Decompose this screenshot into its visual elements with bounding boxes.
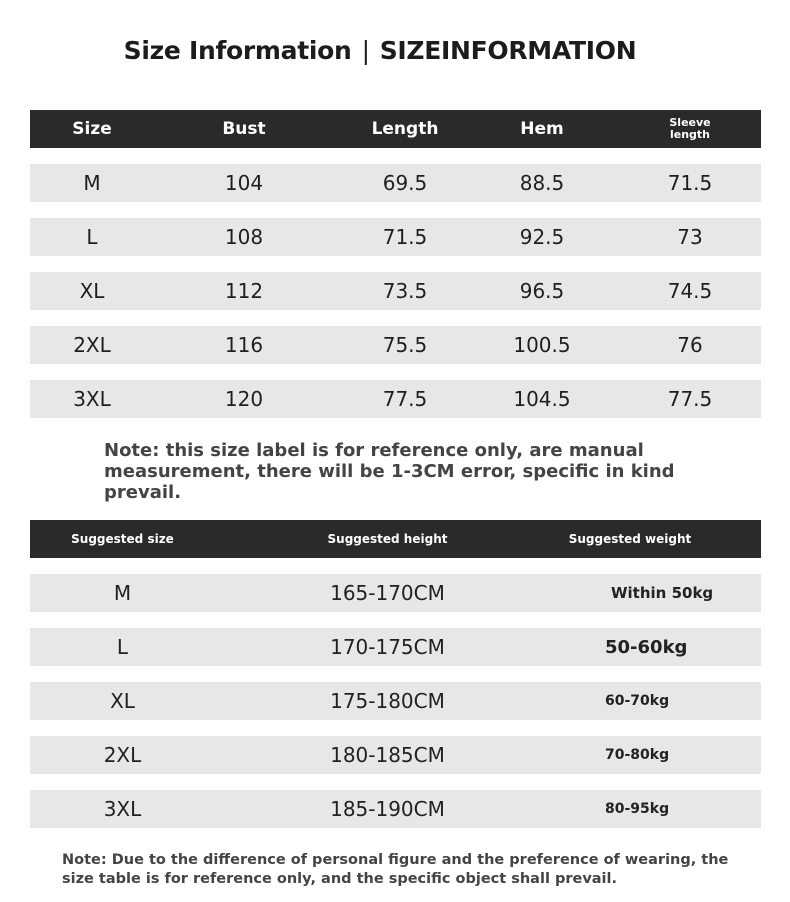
suggested-height-cell: 180-185CM — [330, 743, 445, 767]
size-cell: 2XL — [73, 333, 111, 357]
length-cell: 75.5 — [382, 333, 428, 357]
header-size: Size — [72, 119, 112, 139]
suggested-weight-cell: Within 50kg — [611, 584, 714, 602]
length-cell: 71.5 — [382, 225, 428, 249]
size-cell: M — [83, 171, 101, 195]
measurement-note: Note: this size label is for reference only, are manual measurement, there will be 1-3CM error, specific in kind prevail. — [104, 440, 675, 503]
size-row — [30, 218, 761, 256]
suggested-height-cell: 185-190CM — [330, 797, 445, 821]
length-cell: 69.5 — [382, 171, 428, 195]
title-right: SIZEINFORMATION — [379, 36, 637, 65]
header-suggested-size: Suggested size — [71, 532, 174, 546]
header-length: Length — [371, 119, 439, 139]
size-cell: 3XL — [73, 387, 111, 411]
bust-cell: 112 — [224, 279, 264, 303]
title-left: Size Information — [123, 36, 352, 65]
header-bust: Bust — [222, 119, 266, 139]
suggested-row — [30, 790, 761, 828]
size-table-header — [30, 110, 761, 148]
suggested-size-cell: L — [116, 635, 129, 659]
sleeve-cell: 71.5 — [667, 171, 713, 195]
hem-cell: 96.5 — [519, 279, 565, 303]
header-sleeve-length — [640, 110, 740, 148]
header-suggested-height: Suggested height — [327, 532, 448, 546]
sleeve-cell: 74.5 — [667, 279, 713, 303]
suggested-row — [30, 574, 761, 612]
suggested-weight-cell: 70-80kg — [605, 747, 670, 763]
bust-cell: 120 — [224, 387, 264, 411]
suggested-size-cell: 3XL — [103, 797, 142, 821]
suggested-height-cell: 175-180CM — [330, 689, 445, 713]
length-cell: 73.5 — [382, 279, 428, 303]
hem-cell: 88.5 — [519, 171, 565, 195]
bust-cell: 104 — [224, 171, 264, 195]
bust-cell: 108 — [224, 225, 264, 249]
header-sleeve-length-label: Sleeve length — [669, 116, 711, 141]
size-row — [30, 272, 761, 310]
hem-cell: 104.5 — [513, 387, 571, 411]
sleeve-cell: 76 — [677, 333, 703, 357]
sleeve-cell: 77.5 — [667, 387, 713, 411]
suggested-size-cell: XL — [110, 689, 135, 713]
suggested-height-cell: 165-170CM — [330, 581, 445, 605]
hem-cell: 92.5 — [519, 225, 565, 249]
suggested-weight-cell: 60-70kg — [605, 693, 670, 709]
suggested-weight-cell: 50-60kg — [605, 636, 688, 658]
length-cell: 77.5 — [382, 387, 428, 411]
suggested-size-cell: 2XL — [103, 743, 142, 767]
suggested-table-header — [30, 520, 761, 558]
suggested-size-cell: M — [113, 581, 132, 605]
page-title — [0, 36, 760, 65]
bust-cell: 116 — [224, 333, 264, 357]
hem-cell: 100.5 — [513, 333, 571, 357]
suggested-row — [30, 736, 761, 774]
wearing-note: Note: Due to the difference of personal figure and the preference of wearing, the size table is for reference only, and the specific object shall prevail. — [62, 852, 729, 887]
title-separator: | — [361, 36, 370, 65]
size-row — [30, 326, 761, 364]
size-row — [30, 164, 761, 202]
header-suggested-weight: Suggested weight — [568, 532, 692, 546]
suggested-row — [30, 682, 761, 720]
suggested-height-cell: 170-175CM — [330, 635, 445, 659]
header-hem: Hem — [520, 119, 564, 139]
size-cell: L — [86, 225, 98, 249]
size-cell: XL — [79, 279, 105, 303]
size-row — [30, 380, 761, 418]
suggested-weight-cell: 80-95kg — [605, 801, 670, 817]
sleeve-cell: 73 — [677, 225, 703, 249]
suggested-row — [30, 628, 761, 666]
